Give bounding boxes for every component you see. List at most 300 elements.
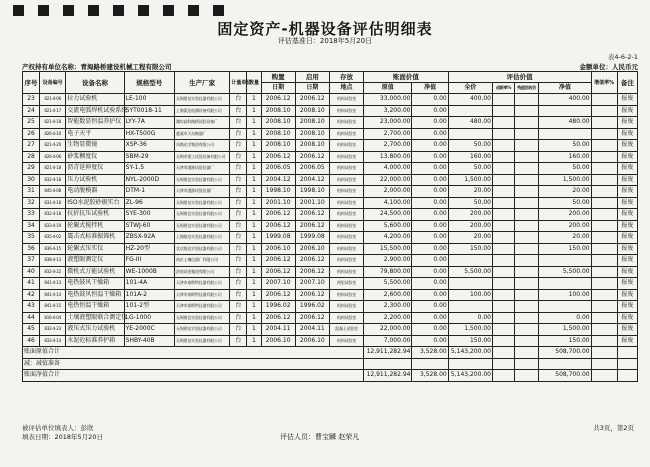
row-remark: 报废 bbox=[617, 289, 637, 301]
binding-mark bbox=[188, 5, 199, 16]
row-appraised-net: 50.00 bbox=[539, 140, 591, 152]
row-qty: 1 bbox=[247, 174, 261, 186]
row-seq: 46 bbox=[23, 335, 40, 347]
row-rate bbox=[591, 220, 617, 232]
equipment-table bbox=[22, 71, 638, 382]
row-purchase-date: 2008.10 bbox=[261, 140, 295, 152]
table-number: 表4-6-2-1 bbox=[607, 53, 638, 61]
row-rate bbox=[591, 128, 617, 140]
row-maker: 天津市港源试验仪器厂 bbox=[174, 163, 229, 175]
row-maker: 北京路达实验仪器有限公司 bbox=[174, 243, 229, 255]
row-seq: 37 bbox=[23, 255, 40, 267]
table-row bbox=[23, 232, 638, 244]
row-remark: 报废 bbox=[617, 186, 637, 198]
row-book-net: 0.00 bbox=[412, 243, 448, 255]
row-measure: 台 bbox=[230, 105, 247, 117]
row-book-net: 0.00 bbox=[412, 335, 448, 347]
row-purchase-date: 2004.12 bbox=[261, 174, 295, 186]
row-remark: 报废 bbox=[617, 140, 637, 152]
row-commission-date: 2008.10 bbox=[295, 140, 329, 152]
row-appraised-net: 480.00 bbox=[539, 117, 591, 129]
row-book-orig: 33,000.00 bbox=[364, 94, 412, 106]
table-row bbox=[23, 197, 638, 209]
row-commission-date: 2004.12 bbox=[295, 174, 329, 186]
row-appraised-full: 20.00 bbox=[448, 232, 492, 244]
row-newness bbox=[492, 163, 514, 175]
row-book-orig: 2,000.00 bbox=[364, 186, 412, 198]
col-appraised-full: 全价 bbox=[448, 83, 492, 94]
row-commission-date: 1996.02 bbox=[295, 301, 329, 313]
row-newness bbox=[492, 105, 514, 117]
table-row bbox=[23, 128, 638, 140]
row-model: WE-1000B bbox=[124, 266, 174, 278]
row-asset-no: 832-4-18 bbox=[40, 174, 66, 186]
row-measure: 台 bbox=[230, 186, 247, 198]
row-location: 机料试验室 bbox=[329, 163, 363, 175]
row-measure: 台 bbox=[230, 278, 247, 290]
row-rate bbox=[591, 335, 617, 347]
row-location: 机料试验室 bbox=[329, 266, 363, 278]
col-location: 地点 bbox=[329, 83, 363, 94]
row-measure: 台 bbox=[230, 117, 247, 129]
row-name: 砂浆稠度仪 bbox=[66, 151, 124, 163]
row-book-orig: 24,500.00 bbox=[364, 209, 412, 221]
binding-mark bbox=[38, 5, 49, 16]
row-location: 两里试验室 bbox=[329, 278, 363, 290]
total-appraised-net: 508,700.00 bbox=[539, 347, 591, 359]
row-rate bbox=[591, 301, 617, 313]
row-commission-date: 1998.10 bbox=[295, 186, 329, 198]
row-seq: 33 bbox=[23, 209, 40, 221]
row-book-orig: 2,200.00 bbox=[364, 312, 412, 324]
col-book-orig: 原值 bbox=[364, 83, 412, 94]
row-newness bbox=[492, 289, 514, 301]
col-asset-no: 设备编号 bbox=[40, 72, 66, 94]
row-residual bbox=[515, 289, 539, 301]
row-qty: 1 bbox=[247, 163, 261, 175]
row-maker: 无锡建仪实验仪器有限公司 bbox=[174, 174, 229, 186]
row-remark: 报废 bbox=[617, 266, 637, 278]
row-model: 101A-2 bbox=[124, 289, 174, 301]
row-purchase-date: 2007.10 bbox=[261, 278, 295, 290]
row-residual bbox=[515, 151, 539, 163]
row-asset-no: 833-4-14 bbox=[40, 335, 66, 347]
col-commission-date: 日期 bbox=[295, 83, 329, 94]
row-maker: 无锡建仪实验仪器有限公司 bbox=[174, 94, 229, 106]
row-book-net: 0.00 bbox=[412, 140, 448, 152]
row-appraised-full: 200.00 bbox=[448, 220, 492, 232]
row-purchase-date: 2006.10 bbox=[261, 335, 295, 347]
row-location: 机料试验室 bbox=[329, 197, 363, 209]
row-book-orig: 79,800.00 bbox=[364, 266, 412, 278]
row-purchase-date: 2006.12 bbox=[261, 209, 295, 221]
binding-mark bbox=[213, 5, 224, 16]
row-measure: 台 bbox=[230, 289, 247, 301]
table-row bbox=[23, 335, 638, 347]
row-purchase-date: 2008.10 bbox=[261, 128, 295, 140]
row-maker: 南京土壤仪器厂有限公司 bbox=[174, 255, 229, 267]
row-name: 电热恒温干燥箱 bbox=[66, 301, 124, 313]
row-model: SBM-29 bbox=[124, 151, 174, 163]
col-seq: 序号 bbox=[23, 72, 40, 94]
row-measure: 台 bbox=[230, 255, 247, 267]
row-seq: 45 bbox=[23, 324, 40, 336]
row-location: 机料试验室 bbox=[329, 289, 363, 301]
row-rate bbox=[591, 289, 617, 301]
col-appraised-net: 净值 bbox=[539, 83, 591, 94]
row-asset-no: 841-4-15 bbox=[40, 301, 66, 313]
row-qty: 1 bbox=[247, 335, 261, 347]
col-purchase-date: 日期 bbox=[261, 83, 295, 94]
row-seq: 28 bbox=[23, 151, 40, 163]
row-book-orig: 2,600.00 bbox=[364, 289, 412, 301]
row-asset-no: 826-4-10 bbox=[40, 128, 66, 140]
row-appraised-net: 20.00 bbox=[539, 186, 591, 198]
row-remark: 报废 bbox=[617, 197, 637, 209]
row-book-orig: 5,500.00 bbox=[364, 278, 412, 290]
row-model: DTM-1 bbox=[124, 186, 174, 198]
row-appraised-full: 480.00 bbox=[448, 117, 492, 129]
row-book-net: 0.00 bbox=[412, 163, 448, 175]
row-appraised-full: 150.00 bbox=[448, 243, 492, 255]
row-rate bbox=[591, 209, 617, 221]
row-residual bbox=[515, 117, 539, 129]
row-rate bbox=[591, 163, 617, 175]
row-book-net: 0.00 bbox=[412, 232, 448, 244]
row-residual bbox=[515, 243, 539, 255]
row-name: 水泥砼标准养护箱 bbox=[66, 335, 124, 347]
row-maker: 天津市泰斯特仪器有限公司 bbox=[174, 289, 229, 301]
table-row bbox=[23, 117, 638, 129]
row-model: ZBSX-92A bbox=[124, 232, 174, 244]
row-appraised-full bbox=[448, 128, 492, 140]
row-measure: 台 bbox=[230, 232, 247, 244]
row-residual bbox=[515, 128, 539, 140]
row-name: 震击式标准振筛机 bbox=[66, 232, 124, 244]
row-newness bbox=[492, 266, 514, 278]
page-number: 共3页，第2页 bbox=[593, 424, 634, 432]
row-remark: 报废 bbox=[617, 255, 637, 267]
row-appraised-full: 1,500.00 bbox=[448, 174, 492, 186]
row-location: 机料试验室 bbox=[329, 94, 363, 106]
table-row bbox=[23, 94, 638, 106]
row-seq: 40 bbox=[23, 266, 40, 278]
row-newness bbox=[492, 94, 514, 106]
row-remark: 报废 bbox=[617, 301, 637, 313]
total-net: 3,528.00 bbox=[412, 370, 448, 382]
row-remark: 报废 bbox=[617, 94, 637, 106]
row-book-orig: 7,000.00 bbox=[364, 335, 412, 347]
total-label: 账面原值合计 bbox=[23, 347, 364, 359]
row-residual bbox=[515, 232, 539, 244]
row-model: STWJ-60 bbox=[124, 220, 174, 232]
row-location: 机料试验室 bbox=[329, 335, 363, 347]
row-asset-no: 841-4-13 bbox=[40, 278, 66, 290]
row-seq: 32 bbox=[23, 197, 40, 209]
row-location: 机料试验室 bbox=[329, 186, 363, 198]
row-book-net: 0.00 bbox=[412, 301, 448, 313]
row-maker: 无锡建仪实验仪器有限公司 bbox=[174, 324, 229, 336]
row-name: 压力试验机 bbox=[66, 174, 124, 186]
row-maker: 天津市港源试验仪器厂 bbox=[174, 186, 229, 198]
row-newness bbox=[492, 186, 514, 198]
row-commission-date: 2008.10 bbox=[295, 128, 329, 140]
total-label: 账面净值合计 bbox=[23, 370, 364, 382]
row-location: 机料试验室 bbox=[329, 301, 363, 313]
row-remark: 报废 bbox=[617, 312, 637, 324]
row-book-net: 0.00 bbox=[412, 289, 448, 301]
row-commission-date: 1999.08 bbox=[295, 232, 329, 244]
row-qty: 1 bbox=[247, 324, 261, 336]
row-seq: 30 bbox=[23, 174, 40, 186]
col-maker: 生产厂家 bbox=[174, 72, 229, 94]
row-commission-date: 2006.12 bbox=[295, 266, 329, 278]
row-purchase-date: 2006.12 bbox=[261, 94, 295, 106]
row-book-orig: 15,500.00 bbox=[364, 243, 412, 255]
row-commission-date: 2006.10 bbox=[295, 243, 329, 255]
table-body bbox=[23, 94, 638, 347]
row-model: ZL-96 bbox=[124, 197, 174, 209]
appraisers: 评估人员：曹宝麟 赵荣凡 bbox=[280, 433, 360, 441]
row-model: HZ-20型 bbox=[124, 243, 174, 255]
row-appraised-net: 20.00 bbox=[539, 232, 591, 244]
row-qty: 1 bbox=[247, 105, 261, 117]
row-maker: 无锡建仪实验仪器有限公司 bbox=[174, 220, 229, 232]
row-rate bbox=[591, 255, 617, 267]
row-maker: 无锡建仪实验仪器有限公司 bbox=[174, 335, 229, 347]
row-asset-no: 838-4-13 bbox=[40, 255, 66, 267]
row-residual bbox=[515, 209, 539, 221]
row-seq: 23 bbox=[23, 94, 40, 106]
row-maker: 慈溪市天东衡器厂 bbox=[174, 128, 229, 140]
row-purchase-date: 2006.12 bbox=[261, 255, 295, 267]
row-purchase-date: 2006.12 bbox=[261, 312, 295, 324]
row-qty: 1 bbox=[247, 117, 261, 129]
row-measure: 台 bbox=[230, 163, 247, 175]
row-model: HX-T500G bbox=[124, 128, 174, 140]
row-asset-no: 836-4-15 bbox=[40, 243, 66, 255]
row-commission-date: 2006.10 bbox=[295, 335, 329, 347]
total-row bbox=[23, 370, 638, 382]
col-measure: 计量单位 bbox=[230, 72, 247, 94]
row-rate bbox=[591, 243, 617, 255]
row-commission-date: 2006.12 bbox=[295, 94, 329, 106]
row-appraised-net: 200.00 bbox=[539, 220, 591, 232]
row-book-orig: 13,800.00 bbox=[364, 151, 412, 163]
row-appraised-net: 1,500.00 bbox=[539, 174, 591, 186]
row-remark: 报废 bbox=[617, 220, 637, 232]
row-residual bbox=[515, 174, 539, 186]
row-newness bbox=[492, 128, 514, 140]
row-residual bbox=[515, 197, 539, 209]
row-asset-no: 831-4-18 bbox=[40, 197, 66, 209]
row-model: FG-III bbox=[124, 255, 174, 267]
col-rate: 增值率% bbox=[591, 72, 617, 94]
row-location: 机料试验室 bbox=[329, 255, 363, 267]
table-row bbox=[23, 209, 638, 221]
row-appraised-full bbox=[448, 105, 492, 117]
row-purchase-date: 2006.12 bbox=[261, 220, 295, 232]
row-seq: 35 bbox=[23, 232, 40, 244]
total-orig: 12,911,282.94 bbox=[364, 347, 412, 359]
row-name: 电动脱模器 bbox=[66, 186, 124, 198]
row-rate bbox=[591, 266, 617, 278]
row-name: 轮碾式搅拌机 bbox=[66, 220, 124, 232]
col-appraised-value: 评估价值 bbox=[448, 72, 591, 83]
row-rate bbox=[591, 312, 617, 324]
row-book-orig: 2,900.00 bbox=[364, 255, 412, 267]
row-remark: 报废 bbox=[617, 243, 637, 255]
binding-mark bbox=[138, 5, 149, 16]
table-row bbox=[23, 151, 638, 163]
row-location: 机料试验室 bbox=[329, 151, 363, 163]
row-qty: 1 bbox=[247, 289, 261, 301]
row-rate bbox=[591, 186, 617, 198]
row-book-orig: 5,600.00 bbox=[364, 220, 412, 232]
binding-mark bbox=[88, 5, 99, 16]
row-seq: 25 bbox=[23, 117, 40, 129]
row-qty: 1 bbox=[247, 186, 261, 198]
row-residual bbox=[515, 335, 539, 347]
row-appraised-full: 200.00 bbox=[448, 209, 492, 221]
row-newness bbox=[492, 117, 514, 129]
row-newness bbox=[492, 278, 514, 290]
row-qty: 1 bbox=[247, 243, 261, 255]
row-qty: 1 bbox=[247, 232, 261, 244]
row-measure: 台 bbox=[230, 266, 247, 278]
row-name: 交流电弧焊机试验系统 bbox=[66, 105, 124, 117]
row-seq: 36 bbox=[23, 243, 40, 255]
row-book-net: 0.00 bbox=[412, 105, 448, 117]
row-remark: 报废 bbox=[617, 128, 637, 140]
row-seq: 41 bbox=[23, 278, 40, 290]
total-row bbox=[23, 347, 638, 359]
table-row bbox=[23, 243, 638, 255]
row-location: 机料试验室 bbox=[329, 243, 363, 255]
row-appraised-net bbox=[539, 278, 591, 290]
row-remark: 报废 bbox=[617, 324, 637, 336]
row-qty: 1 bbox=[247, 312, 261, 324]
row-rate bbox=[591, 105, 617, 117]
preparer: 被评估单位填表人：彭欣 bbox=[22, 424, 94, 432]
row-purchase-date: 2008.10 bbox=[261, 117, 295, 129]
row-purchase-date: 2006.12 bbox=[261, 289, 295, 301]
row-appraised-full: 150.00 bbox=[448, 335, 492, 347]
row-appraised-full: 160.00 bbox=[448, 151, 492, 163]
row-newness bbox=[492, 312, 514, 324]
row-name: 生物显微镜 bbox=[66, 140, 124, 152]
col-commission: 启用 bbox=[295, 72, 329, 83]
row-appraised-net bbox=[539, 255, 591, 267]
table-row bbox=[23, 289, 638, 301]
row-rate bbox=[591, 232, 617, 244]
binding-marks bbox=[0, 5, 650, 17]
row-measure: 台 bbox=[230, 174, 247, 186]
row-name: 电子天平 bbox=[66, 128, 124, 140]
row-appraised-full: 400.00 bbox=[448, 94, 492, 106]
row-purchase-date: 2006.12 bbox=[261, 266, 295, 278]
row-book-net: 0.00 bbox=[412, 324, 448, 336]
row-seq: 29 bbox=[23, 163, 40, 175]
row-rate bbox=[591, 197, 617, 209]
row-commission-date: 2006.12 bbox=[295, 209, 329, 221]
row-residual bbox=[515, 301, 539, 313]
row-model: 101-4A bbox=[124, 278, 174, 290]
col-book-value: 账面价值 bbox=[364, 72, 449, 83]
binding-mark bbox=[63, 5, 74, 16]
row-measure: 台 bbox=[230, 197, 247, 209]
row-name: 拉力试验机 bbox=[66, 94, 124, 106]
row-qty: 1 bbox=[247, 266, 261, 278]
row-measure: 台 bbox=[230, 140, 247, 152]
owner-name: 产权持有单位名称：青海路桥建设机械工程有限公司 bbox=[22, 63, 172, 71]
row-asset-no: 821-4-17 bbox=[40, 105, 66, 117]
row-location: 机料试验室 bbox=[329, 220, 363, 232]
row-purchase-date: 1999.08 bbox=[261, 232, 295, 244]
row-residual bbox=[515, 105, 539, 117]
row-remark: 报废 bbox=[617, 105, 637, 117]
binding-mark bbox=[113, 5, 124, 16]
row-asset-no: 833-4-19 bbox=[40, 220, 66, 232]
row-residual bbox=[515, 220, 539, 232]
row-appraised-net: 50.00 bbox=[539, 197, 591, 209]
table-row bbox=[23, 324, 638, 336]
page-title: 固定资产-机器设备评估明细表 bbox=[217, 20, 433, 38]
row-model: YE-2000C bbox=[124, 324, 174, 336]
total-full: 5,143,200.00 bbox=[448, 370, 492, 382]
totals-body bbox=[23, 347, 638, 382]
row-rate bbox=[591, 140, 617, 152]
col-book-net: 净值 bbox=[412, 83, 448, 94]
row-book-orig: 22,000.00 bbox=[364, 174, 412, 186]
row-newness bbox=[492, 324, 514, 336]
row-residual bbox=[515, 94, 539, 106]
row-appraised-net: 5,500.00 bbox=[539, 266, 591, 278]
row-newness bbox=[492, 197, 514, 209]
row-appraised-net: 100.00 bbox=[539, 289, 591, 301]
row-newness bbox=[492, 174, 514, 186]
row-asset-no: 821-4-18 bbox=[40, 163, 66, 175]
row-name: 沥青延伸度仪 bbox=[66, 163, 124, 175]
row-location: 混凝土试验室 bbox=[329, 324, 363, 336]
row-rate bbox=[591, 278, 617, 290]
row-name: 液压式压力试验机 bbox=[66, 324, 124, 336]
row-newness bbox=[492, 335, 514, 347]
table-row bbox=[23, 312, 638, 324]
row-qty: 1 bbox=[247, 301, 261, 313]
row-measure: 台 bbox=[230, 301, 247, 313]
row-remark: 报废 bbox=[617, 335, 637, 347]
row-remark: 报废 bbox=[617, 117, 637, 129]
row-location: 机料试验室 bbox=[329, 209, 363, 221]
row-appraised-full: 50.00 bbox=[448, 140, 492, 152]
row-remark: 报废 bbox=[617, 232, 637, 244]
row-model: SY-1.5 bbox=[124, 163, 174, 175]
row-commission-date: 2006.12 bbox=[295, 289, 329, 301]
row-qty: 1 bbox=[247, 255, 261, 267]
row-appraised-full: 100.00 bbox=[448, 289, 492, 301]
row-book-net: 0.00 bbox=[412, 255, 448, 267]
row-maker: 上海蒙达检测设备有限公司 bbox=[174, 105, 229, 117]
row-name: 电热鼓风干燥箱 bbox=[66, 278, 124, 290]
row-name: 智能数显恒温养护仪 bbox=[66, 117, 124, 129]
row-measure: 台 bbox=[230, 312, 247, 324]
row-appraised-net: 1,500.00 bbox=[539, 324, 591, 336]
col-model: 规格型号 bbox=[124, 72, 174, 94]
table-row bbox=[23, 255, 638, 267]
row-rate bbox=[591, 117, 617, 129]
row-seq: 31 bbox=[23, 186, 40, 198]
